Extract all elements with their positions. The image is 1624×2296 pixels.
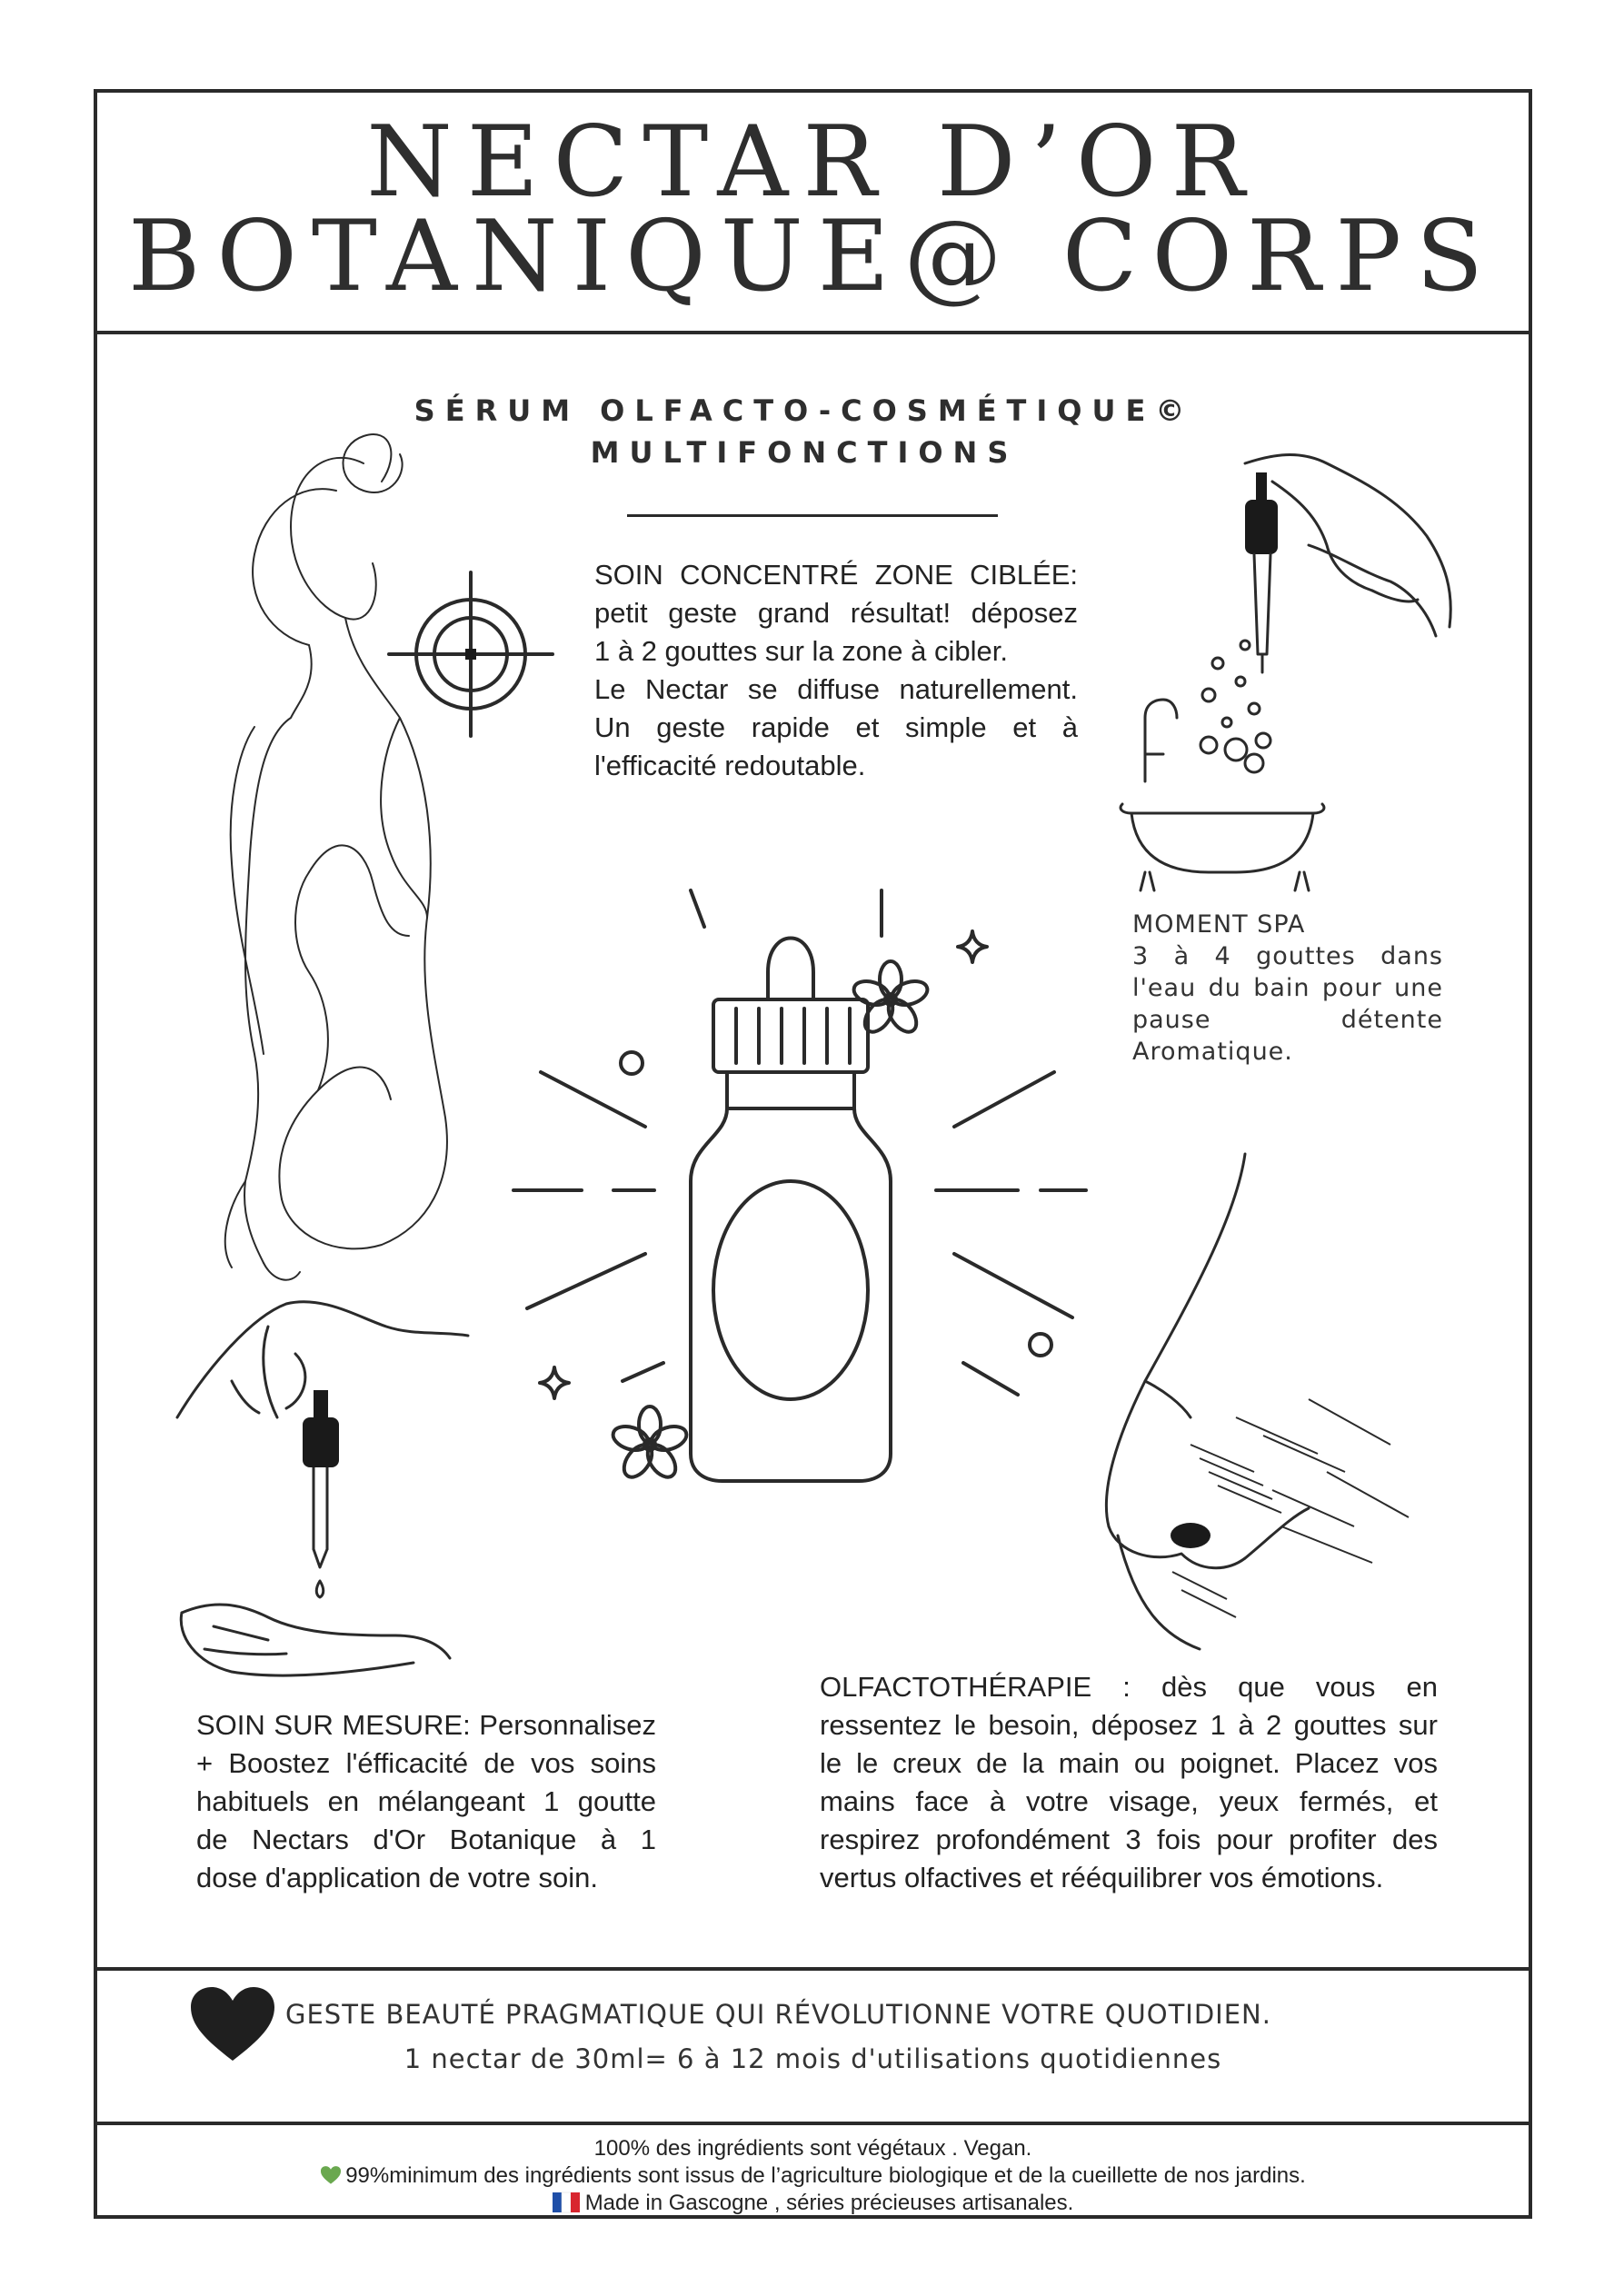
olfactotherapie-line: respirez profondément 3 fois pour profiter des: [820, 1824, 1438, 1855]
soin-sur-mesure-line: + Boostez l'éfficacité de vos soins: [196, 1747, 656, 1779]
subtitle-rule: [627, 514, 998, 517]
banner-top-divider: [94, 1967, 1532, 1971]
bathtub-icon: [1109, 627, 1345, 900]
soin-sur-mesure-line: SOIN SUR MESURE: Personnalisez: [196, 1709, 656, 1741]
soin-concentre-line: l'efficacité redoutable.: [594, 750, 866, 781]
footer-line-3: [94, 2190, 1532, 2217]
olfactotherapie-line: mains face à votre visage, yeux fermés, et: [820, 1785, 1438, 1817]
soin-concentre-text: [594, 556, 1078, 785]
soin-concentre-line: Le Nectar se diffuse naturellement.: [594, 673, 1078, 705]
nose-face-icon: [1081, 1145, 1445, 1654]
soin-sur-mesure-line: dose d'application de votre soin.: [196, 1862, 598, 1893]
olfactotherapie-line: ressentez le besoin, déposez 1 à 2 gouttes sur: [820, 1709, 1438, 1741]
title-line-1: NECTAR D’OR: [366, 105, 1260, 219]
dropper-bottle-icon: [509, 872, 1145, 1526]
banner-bottom-divider: [94, 2122, 1532, 2125]
moment-spa-text: [1132, 909, 1443, 1068]
moment-spa-line: MOMENT SPA: [1132, 910, 1306, 939]
footer-line-3-text: Made in Gascogne , séries précieuses artisanales.: [584, 2191, 1074, 2215]
moment-spa-line: 3 à 4 gouttes dans: [1132, 942, 1443, 970]
hand-dropper-palm-icon: [177, 1299, 468, 1681]
soin-sur-mesure-line: habituels en mélangeant 1 goutte: [196, 1785, 656, 1817]
moment-spa-line: Aromatique.: [1132, 1038, 1293, 1066]
footer-line-2-text: 99%minimum des ingrédients sont issus de l’agriculture biologique et de la cueillette de nos jardins.: [345, 2163, 1306, 2188]
subtitle-line-2: MULTIFONCTIONS: [590, 435, 1019, 470]
subtitle-line-1: SÉRUM OLFACTO-COSMÉTIQUE©: [413, 393, 1195, 428]
moment-spa-line: pause détente: [1132, 1006, 1443, 1034]
footer-line-1: 100% des ingrédients sont végétaux . Vegan.: [593, 2136, 1032, 2161]
title-line-2: BOTANIQUE@ CORPS: [127, 200, 1499, 313]
moment-spa-line: l'eau du bain pour une: [1132, 974, 1443, 1002]
banner-headline: GESTE BEAUTÉ PRAGMATIQUE QUI RÉVOLUTIONNE VOTRE QUOTIDIEN.: [285, 1999, 1271, 2030]
france-flag-icon: [553, 2192, 580, 2212]
olfactotherapie-line: OLFACTOTHÉRAPIE : dès que vous en: [820, 1671, 1438, 1703]
flower-icon: [610, 961, 930, 1482]
soin-concentre-line: petit geste grand résultat! déposez: [594, 597, 1078, 629]
soin-concentre-line: Un geste rapide et simple et à: [594, 711, 1078, 743]
banner-subline: 1 nectar de 30ml= 6 à 12 mois d'utilisations quotidiennes: [404, 2043, 1222, 2074]
footer-line-2: [94, 2162, 1532, 2190]
soin-concentre-line: 1 à 2 gouttes sur la zone à cibler.: [594, 635, 1008, 667]
soin-sur-mesure-text: [196, 1706, 656, 1897]
header-divider: [94, 331, 1532, 334]
olfactotherapie-text: [820, 1668, 1438, 1897]
olfactotherapie-line: le le creux de la main ou poignet. Placez vos: [820, 1747, 1438, 1779]
green-heart-icon: [320, 2165, 342, 2185]
target-crosshair-icon: [380, 563, 562, 745]
olfactotherapie-line: vertus olfactives et rééquilibrer vos émotions.: [820, 1862, 1384, 1893]
soin-sur-mesure-line: de Nectars d'Or Botanique à 1: [196, 1824, 656, 1855]
soin-concentre-line: SOIN CONCENTRÉ ZONE CIBLÉE:: [594, 559, 1078, 591]
